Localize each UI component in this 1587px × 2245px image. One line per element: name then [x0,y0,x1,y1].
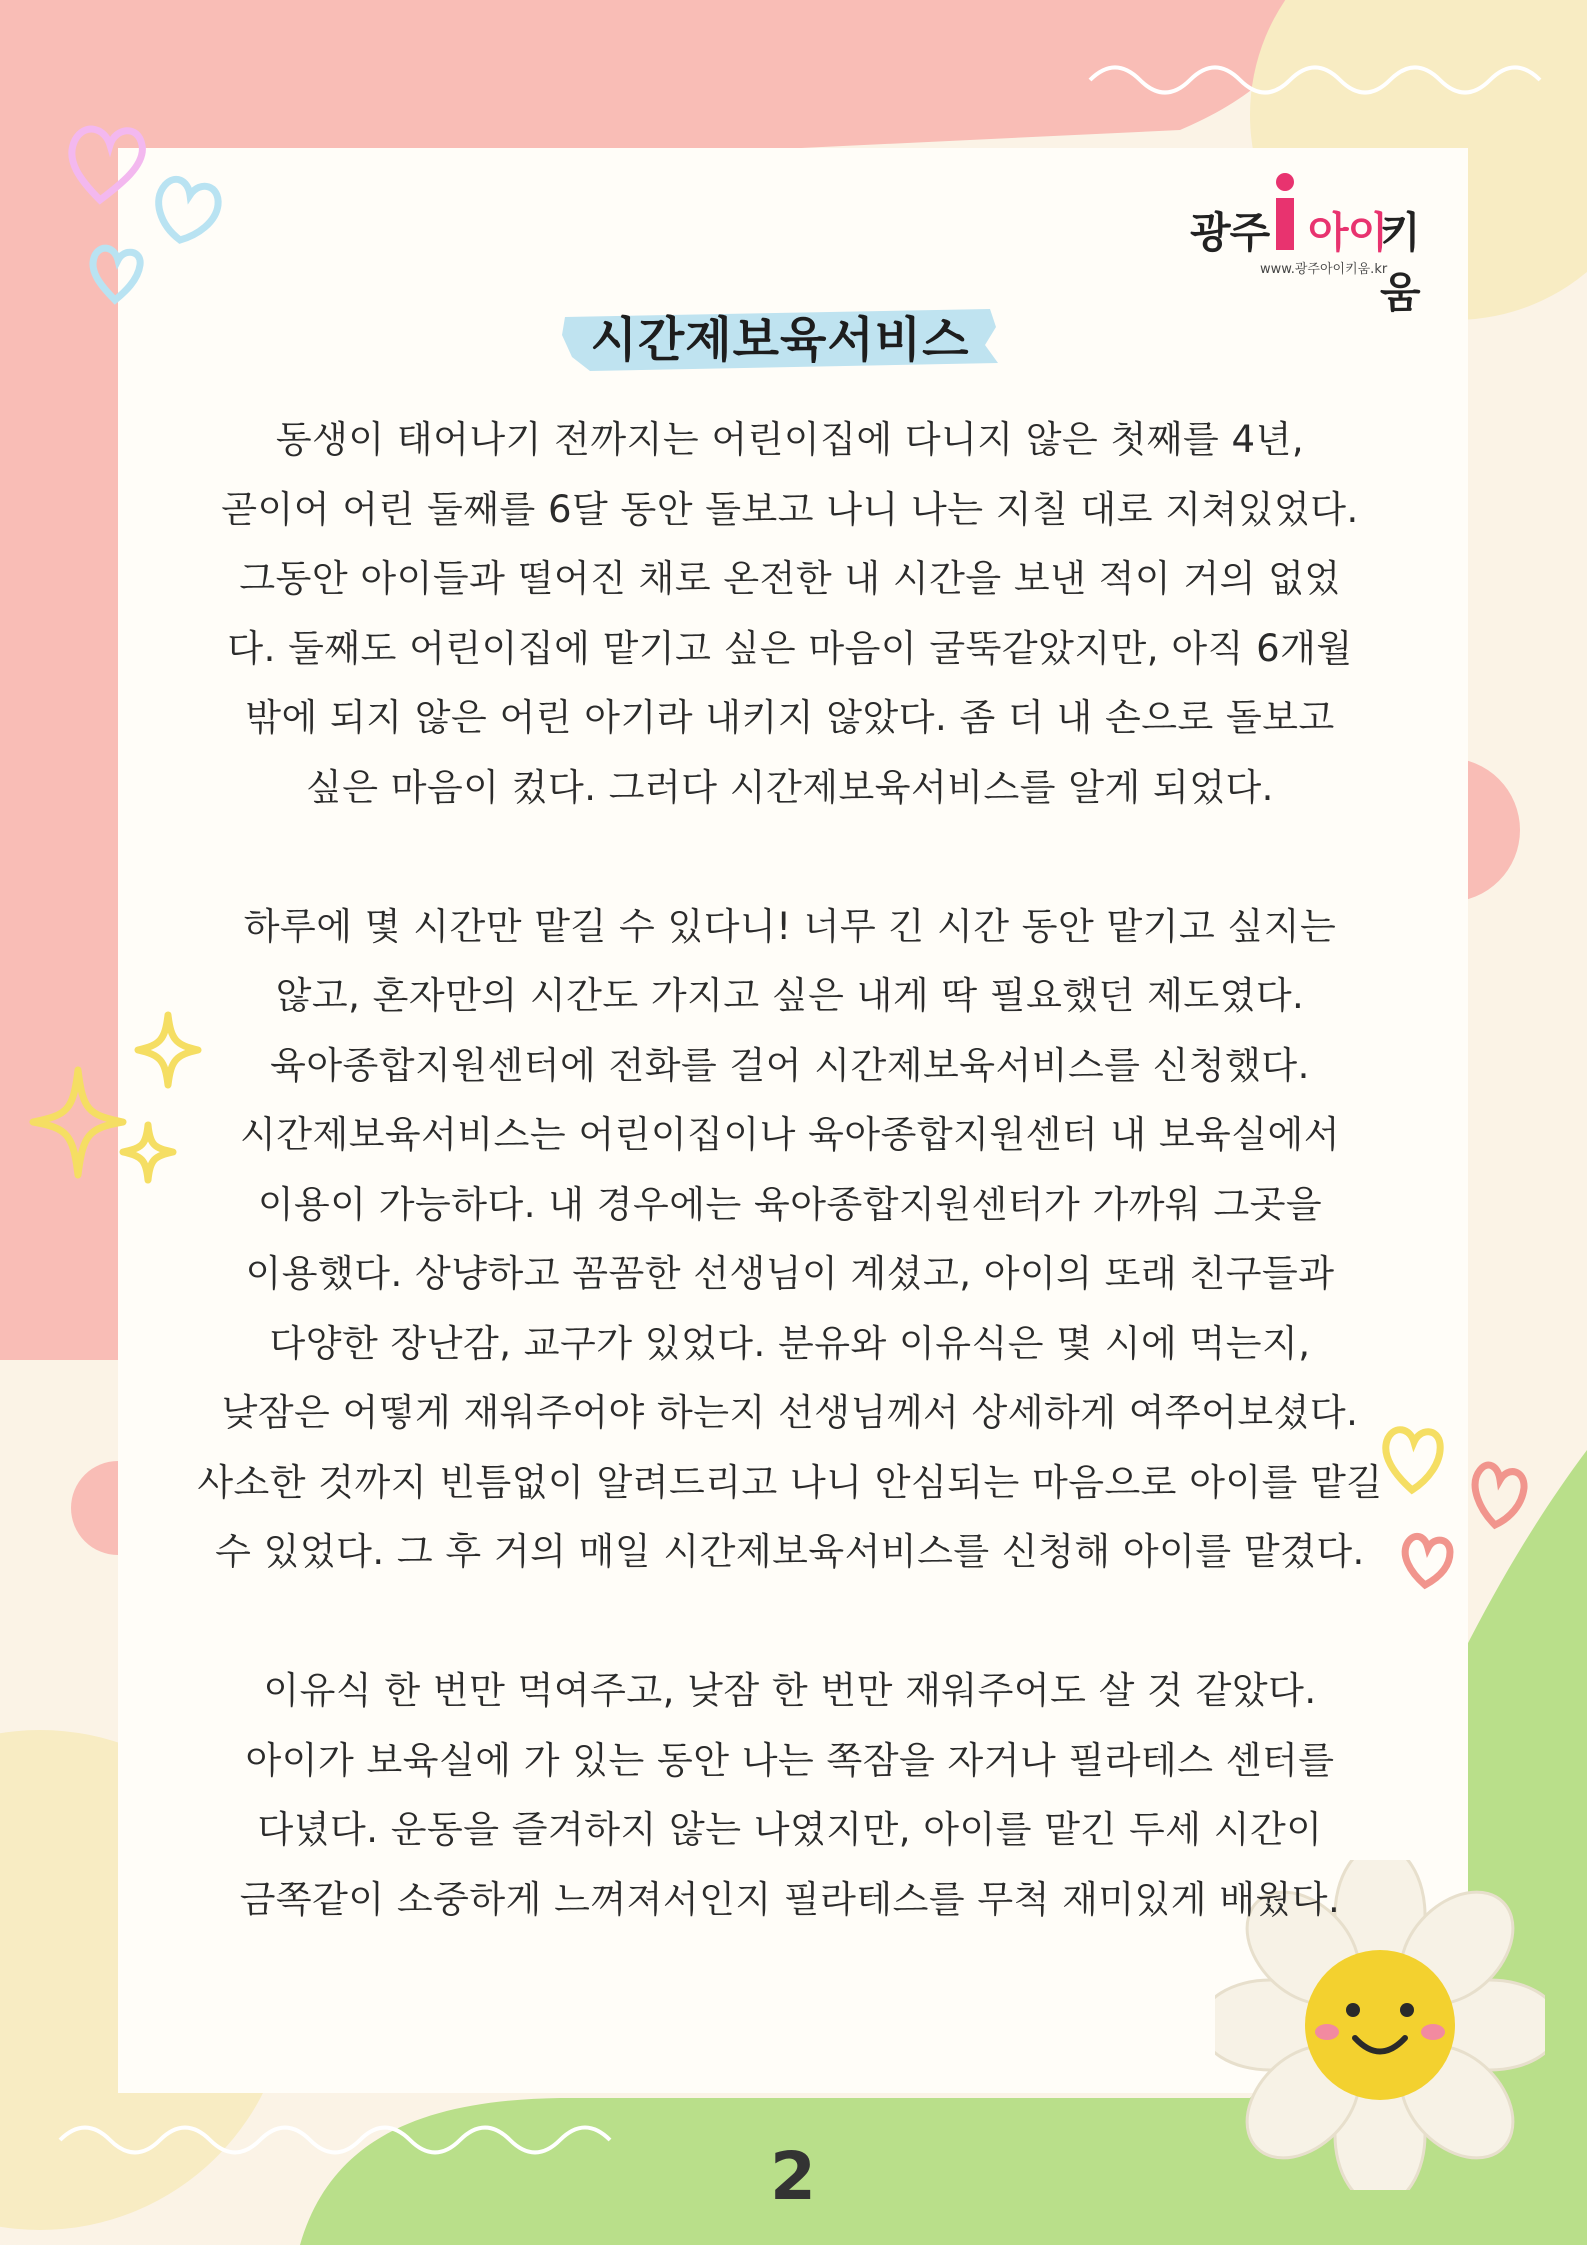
title-area [560,305,1000,375]
logo-i-icon [1270,172,1300,252]
logo-ki-text: 키움 [1380,208,1420,317]
body-text [170,405,1410,2004]
sparkle-large-icon [33,1070,123,1175]
logo-url: www.광주아이키움.kr [1260,262,1388,277]
heart-pink-small-icon [1405,1536,1450,1585]
sparkle-small-icon [123,1125,173,1180]
hearts-top-left [60,110,250,310]
page-number: 2 [770,2138,816,2215]
page-title: 시간제보육서비스 [590,312,970,368]
heart-blue-icon [159,179,218,240]
logo-left-text: 광주 [1190,208,1270,257]
logo [1190,172,1450,317]
heart-blue-small-icon [93,248,140,300]
heart-pink-icon [72,129,143,200]
heart-pink-right-icon [1475,1465,1524,1525]
logo-right-text: 아이 [1308,208,1388,257]
paragraph-1: 동생이 태어나기 전까지는 어린이집에 다니지 않은 첫째를 4년, 곧이어 어린 둘째를 6달 동안 돌보고 나니 나는 지칠 대로 지쳐있었다. 그동안 아이들과 떨어진 채로 온전한 내 시간을 보낸 적이 거의 없었 다. 둘째도 어린이집에 맡기고 싶은 마음이 굴뚝같았지만, 아직 6개월 밖에 되지 않은 어린 아기라 내키지 않았다. 좀 더 내 손으로 돌보고 싶은 마음이 컸다. 그러다 시간제보육서비스를 알게 되었다. [221,418,1359,809]
paragraph-3: 이유식 한 번만 먹여주고, 낮잠 한 번만 재워주어도 살 것 같았다. 아이가 보육실에 가 있는 동안 나는 쪽잠을 자거나 필라테스 센터를 다녔다. 운동을 즐겨하지 않는 나였지만, 아이를 맡긴 두세 시간이 금쪽같이 소중하게 느껴져서인지 필라테스를 무척 재미있게 배웠다. [239,1669,1341,1921]
paragraph-2: 하루에 몇 시간만 맡길 수 있다니! 너무 긴 시간 동안 맡기고 싶지는 않고, 혼자만의 시간도 가지고 싶은 내게 딱 필요했던 제도였다. 육아종합지원센터에 전화를 걸어 시간제보육서비스를 신청했다. 시간제보육서비스는 어린이집이나 육아종합지원센터 내 보육실에서 이용이 가능하다. 내 경우에는 육아종합지원센터가 가까워 그곳을 이용했다. 상냥하고 꼼꼼한 선생님이 계셨고, 아이의 또래 친구들과 다양한 장난감, 교구가 있었다. 분유와 이유식은 몇 시에 먹는지, 낮잠은 어떻게 재워주어야 하는지 선생님께서 상세하게 여쭈어보셨다. 사소한 것까지 빈틈없이 알려드리고 나니 안심되는 마음으로 아이를 맡길 수 있었다. 그 후 거의 매일 시간제보육서비스를 신청해 아이를 맡겼다. [197,904,1383,1573]
